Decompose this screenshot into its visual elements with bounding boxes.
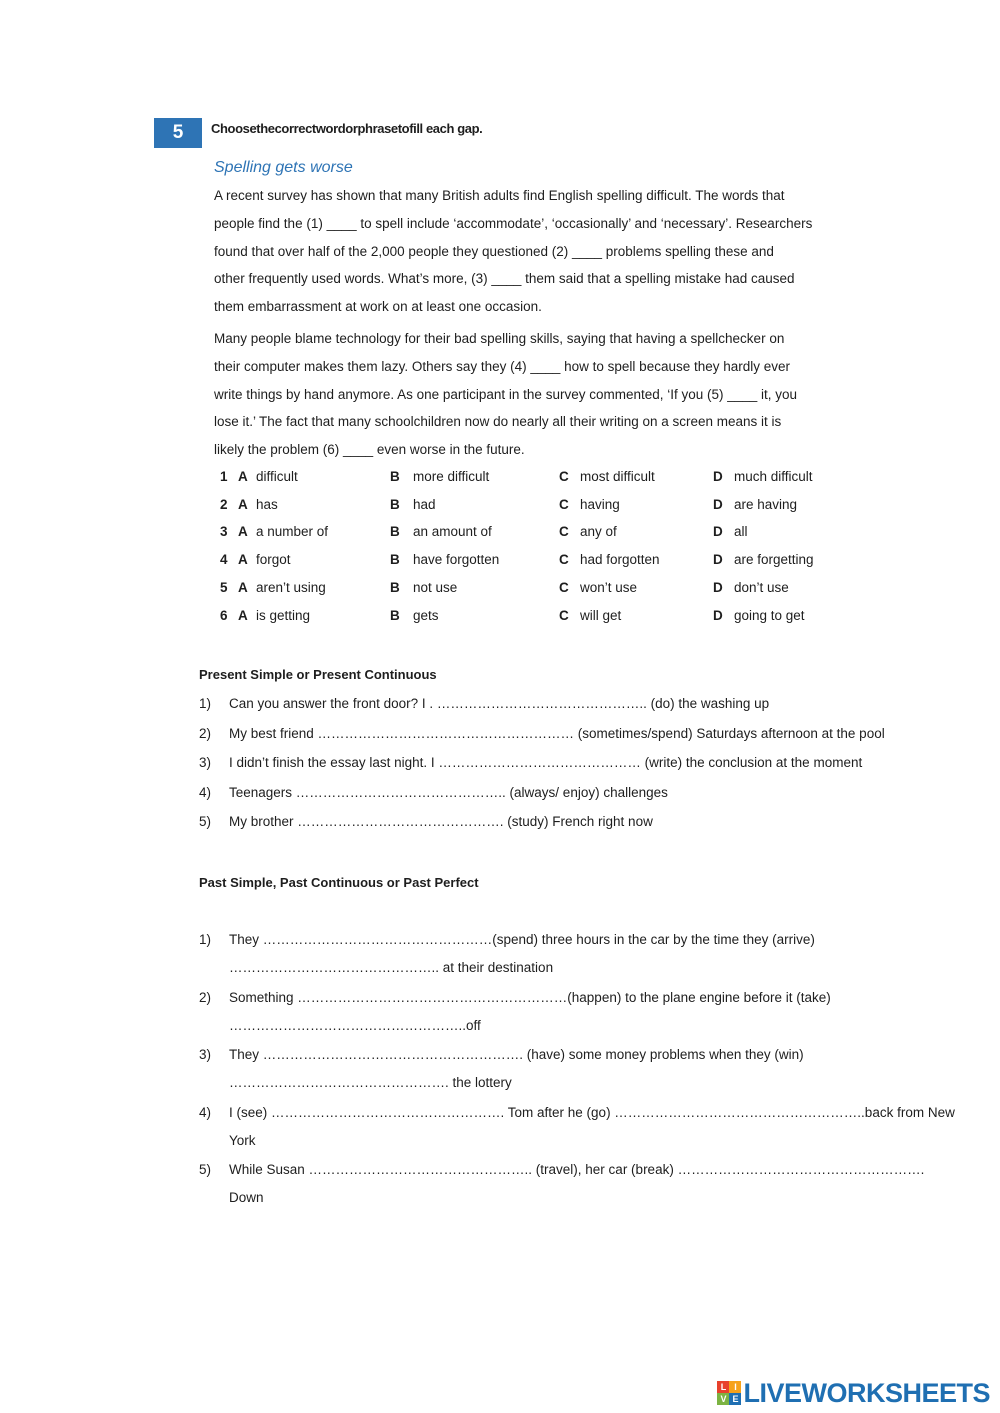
option-b-text[interactable]: had xyxy=(413,496,436,512)
option-letter-d: D xyxy=(713,469,723,484)
option-d-text[interactable]: don’t use xyxy=(734,579,789,595)
past-item xyxy=(199,1162,925,1212)
option-a-text[interactable]: a number of xyxy=(256,524,329,540)
item-number: 3) xyxy=(199,755,212,771)
item-sentence-line2[interactable]: …………………………………………. the lottery xyxy=(229,1075,512,1090)
option-letter-b: B xyxy=(390,579,400,595)
item-sentence[interactable]: Can you answer the front door? I . ……………………………………….. (do) the washing up xyxy=(229,696,770,711)
item-sentence-line1[interactable]: While Susan ………………………………………….. (travel), her car (break) ………………………………………………. xyxy=(229,1162,925,1177)
present-item xyxy=(199,755,869,775)
paragraph-1 xyxy=(214,182,854,321)
option-d-text[interactable]: going to get xyxy=(734,607,805,623)
paragraph-line: write things by hand anymore. As one participant in the survey commented, ‘If you (5) ____ it, you xyxy=(214,386,798,402)
logo-mark-letter: E xyxy=(729,1393,741,1405)
item-number: 3) xyxy=(199,1047,212,1062)
logo-mark-icon xyxy=(717,1381,741,1405)
option-number: 6 xyxy=(220,607,228,623)
past-item xyxy=(199,1104,955,1155)
option-row xyxy=(214,518,854,546)
item-sentence-line1[interactable]: They ……………………………………………(spend) three hours in the car by the time they (arrive) xyxy=(229,932,815,947)
option-number: 3 xyxy=(220,524,228,540)
item-number: 2) xyxy=(199,725,212,741)
option-letter-a: A xyxy=(238,607,248,623)
option-d-text[interactable]: are forgetting xyxy=(734,552,814,568)
paragraph-line: lose it.’ The fact that many schoolchildren now do nearly all their writing on a screen means it is xyxy=(214,414,782,430)
option-letter-b: B xyxy=(390,607,400,623)
past-section-title: Past Simple, Past Continuous or Past Perfect xyxy=(199,875,479,890)
option-letter-a: A xyxy=(238,552,248,568)
past-item xyxy=(199,990,869,1040)
option-letter-d: D xyxy=(713,524,723,540)
option-letter-c: C xyxy=(559,607,569,623)
option-row xyxy=(214,463,854,491)
option-letter-d: D xyxy=(713,607,723,623)
option-letter-d: D xyxy=(713,552,723,568)
option-number: 5 xyxy=(220,579,228,595)
option-c-text[interactable]: had forgotten xyxy=(580,552,660,568)
option-d-text[interactable]: are having xyxy=(734,496,798,512)
option-c-text[interactable]: will get xyxy=(580,607,622,623)
option-a-text[interactable]: is getting xyxy=(256,607,311,623)
option-letter-b: B xyxy=(390,552,400,568)
past-item xyxy=(199,1047,869,1097)
paragraph-line: Many people blame technology for their bad spelling skills, saying that having a spellchecker on xyxy=(214,331,785,346)
option-b-text[interactable]: more difficult xyxy=(413,469,490,484)
option-letter-a: A xyxy=(238,469,248,484)
item-sentence-line1[interactable]: I (see) ……………………………………………. Tom after he (go) ………………………………………………..back from New xyxy=(229,1104,955,1120)
option-a-text[interactable]: aren’t using xyxy=(256,579,326,595)
option-number: 2 xyxy=(220,496,228,512)
logo-mark-letter: V xyxy=(717,1393,729,1405)
paragraph-line: found that over half of the 2,000 people they questioned (2) ____ problems spelling these and xyxy=(214,243,774,259)
option-letter-b: B xyxy=(390,469,400,484)
liveworksheets-logo xyxy=(717,1378,990,1408)
item-sentence[interactable]: I didn’t finish the essay last night. I ……………………………………… (write) the conclusion at the moment xyxy=(229,755,863,771)
item-number: 2) xyxy=(199,989,212,1005)
option-a-text[interactable]: forgot xyxy=(256,552,291,568)
present-item xyxy=(199,785,869,805)
paragraph-line: other frequently used words. What’s more, (3) ____ them said that a spelling mistake had caused xyxy=(214,271,795,287)
item-sentence-line2[interactable]: Down xyxy=(229,1190,264,1205)
option-letter-c: C xyxy=(559,552,569,568)
option-c-text[interactable]: most difficult xyxy=(580,469,655,484)
option-b-text[interactable]: an amount of xyxy=(413,524,492,540)
option-letter-b: B xyxy=(390,496,400,512)
paragraph-2 xyxy=(214,325,854,464)
paragraph-line: their computer makes them lazy. Others say they (4) ____ how to spell because they hardly ever xyxy=(214,358,791,374)
option-letter-d: D xyxy=(713,496,723,512)
item-sentence[interactable]: Teenagers ……………………………………….. (always/ enjoy) challenges xyxy=(229,784,668,800)
option-row xyxy=(214,602,854,630)
option-row xyxy=(214,491,854,519)
option-a-text[interactable]: has xyxy=(256,496,278,512)
option-letter-c: C xyxy=(559,579,569,595)
item-number: 4) xyxy=(199,784,212,800)
logo-mark-letter: I xyxy=(729,1381,741,1393)
present-item xyxy=(199,725,885,746)
item-number: 1) xyxy=(199,696,212,711)
option-c-text[interactable]: having xyxy=(580,496,620,512)
item-sentence[interactable]: My brother ………………………………………. (study) French right now xyxy=(229,814,653,830)
option-letter-c: C xyxy=(559,524,569,540)
exercise-number-badge: 5 xyxy=(154,118,202,148)
exercise-instruction: Choosethecorrectwordorphrasetofill each gap. xyxy=(211,121,483,136)
present-item xyxy=(199,696,869,716)
item-number: 1) xyxy=(199,932,212,947)
paragraph-line: A recent survey has shown that many British adults find English spelling difficult. The words that xyxy=(214,188,785,203)
item-sentence[interactable]: My best friend ………………………………………………… (sometimes/spend) Saturdays afternoon at the pool xyxy=(229,725,885,741)
item-sentence-line2[interactable]: York xyxy=(229,1132,256,1148)
option-b-text[interactable]: have forgotten xyxy=(413,552,500,568)
option-b-text[interactable]: gets xyxy=(413,607,439,623)
option-d-text[interactable]: all xyxy=(734,524,748,540)
option-a-text[interactable]: difficult xyxy=(256,469,298,484)
option-row xyxy=(214,546,854,574)
option-c-text[interactable]: any of xyxy=(580,524,617,540)
option-letter-c: C xyxy=(559,496,569,512)
present-item xyxy=(199,814,869,834)
option-d-text[interactable]: much difficult xyxy=(734,469,813,484)
option-letter-a: A xyxy=(238,496,248,512)
item-number: 4) xyxy=(199,1104,212,1120)
paragraph-line: them embarrassment at work on at least one occasion. xyxy=(214,299,542,315)
option-c-text[interactable]: won’t use xyxy=(580,579,638,595)
present-section-title: Present Simple or Present Continuous xyxy=(199,667,437,682)
option-letter-d: D xyxy=(713,579,723,595)
paragraph-line: people find the (1) ____ to spell include ‘accommodate’, ‘occasionally’ and ‘necessary’. Researchers xyxy=(214,215,813,231)
option-number: 4 xyxy=(220,552,228,568)
option-row xyxy=(214,574,854,602)
option-letter-b: B xyxy=(390,524,400,540)
option-letter-a: A xyxy=(238,524,248,540)
option-letter-c: C xyxy=(559,469,569,484)
paragraph-line: likely the problem (6) ____ even worse in the future. xyxy=(214,442,525,458)
option-number: 1 xyxy=(220,469,228,484)
logo-mark-letter: L xyxy=(717,1381,729,1393)
item-sentence-line2[interactable]: ……………………………………………..off xyxy=(229,1017,481,1033)
option-b-text[interactable]: not use xyxy=(413,579,458,595)
item-sentence-line1[interactable]: They …………………………………………………. (have) some money problems when they (win) xyxy=(229,1047,804,1062)
option-letter-a: A xyxy=(238,579,248,595)
item-number: 5) xyxy=(199,814,212,830)
item-number: 5) xyxy=(199,1162,212,1177)
text-title: Spelling gets worse xyxy=(214,159,353,176)
item-sentence-line1[interactable]: Something ……………………………………………………(happen) to the plane engine before it (take) xyxy=(229,989,831,1005)
past-item xyxy=(199,932,869,982)
logo-text: LIVEWORKSHEETS xyxy=(743,1377,990,1408)
item-sentence-line2[interactable]: ……………………………………….. at their destination xyxy=(229,960,554,975)
